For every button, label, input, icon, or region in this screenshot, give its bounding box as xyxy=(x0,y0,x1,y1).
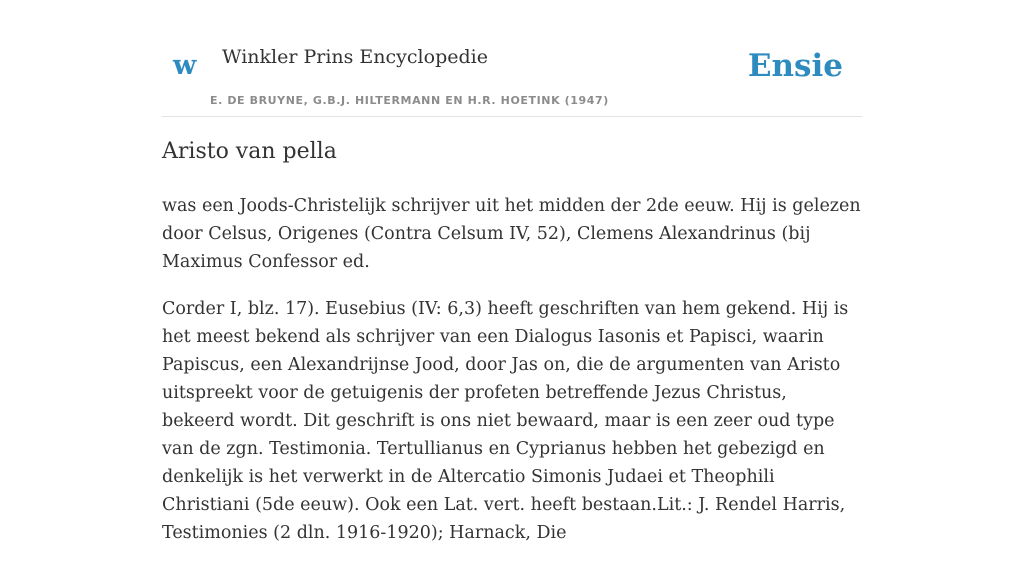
article-paragraph: was een Joods-Christelijk schrijver uit het midden der 2de eeuw. Hij is gelezen door Celsus, Origenes (Contra Celsum IV, 52), Clemens Alexandrinus (bij Maximus Confessor ed. xyxy=(162,196,861,272)
article-body xyxy=(162,192,862,566)
article-title: Aristo van pella xyxy=(162,139,337,164)
ensie-brand-logo[interactable]: Ensie xyxy=(747,48,843,84)
publication-authors: E. DE BRUYNE, G.B.J. HILTERMANN EN H.R. HOETINK (1947) xyxy=(210,94,609,107)
article-paragraph: Corder I, blz. 17). Eusebius (IV: 6,3) heeft geschriften van hem gekend. Hij is het meest bekend als schrijver van een Dialogus Iasonis et Papisci, waarin Papiscus, een Alexandrijnse Jood, door Jas on, die de argumenten van Aristo uitspreekt voor de getuigenis der profeten betreffende Jezus Christus, bekeerd wordt. Dit geschrift is ons niet bewaard, maar is een zeer oud type van de zgn. Testimonia. Tertullianus en Cyprianus hebben het gebezigd en denkelijk is het verwerkt in de Altercatio Simonis Judaei et Theophili Christiani (5de eeuw). Ook een Lat. vert. heeft bestaan.Lit.: J. Rendel Harris, Testimonies (2 dln. 1916-1920); Harnack, Die xyxy=(162,299,849,543)
publication-title[interactable]: Winkler Prins Encyclopedie xyxy=(222,46,488,68)
publication-logo[interactable]: w xyxy=(173,50,197,81)
site-header xyxy=(162,0,862,117)
